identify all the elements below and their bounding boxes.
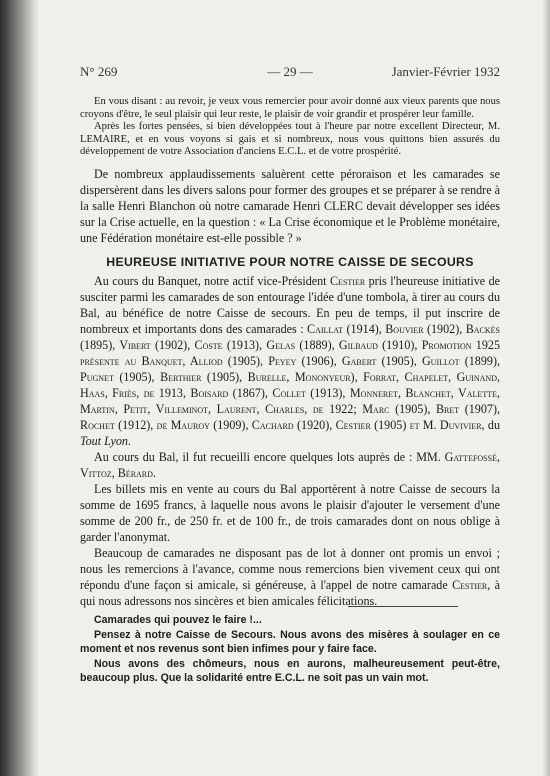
section-title: HEUREUSE INITIATIVE POUR NOTRE CAISSE DE SECOURS: [106, 254, 474, 269]
section-paragraph-4: Beaucoup de camarades ne disposant pas de lot à donner ont promis un envoi ; nous les remercions à l'avance, comme nous remercions bien vivement ceux qui ont répondu d'une façon si amicale, si généreuse, à l'appel de notre camarade Cestier, à qui nous adressons nos sincères et bien amicales félicitations.: [80, 545, 500, 608]
section-body: [80, 273, 500, 609]
narrative: [80, 166, 500, 246]
issue-date: Janvier-Février 1932: [391, 64, 500, 79]
donor-list: Gattefossé, Vittoz, Bérard: [80, 449, 500, 480]
appeal-line: Camarades qui pouvez le faire !...: [94, 613, 262, 626]
newspaper-title: Tout Lyon: [80, 433, 128, 448]
donor-list: Caillat (1914), Bouvier (1902), Backès (1895), Vibert (1902), Coste (1913), Gelas (1889), Gilbaud (1910), Promotion 1925 présente au Banquet, Alliod (1905), Peyey (1906), Gabert (1905), Guillot (1899), Pugnet (1905), Berthier (1905), Burelle, Mononyeur), Forrat, Chapelet, Guinand, Haas, Friès, de 1913, Boisard (1867), Collet (1913), Monneret, Blanchet, Valette, Martin, Petit, Villeminot, Laurent, Charles, de 1922; Marc (1905), Bret (1907), Rochet (1912), de Mauroy (1909), Cachard (1920), Cestier (1905) et M.: [80, 321, 500, 432]
speech-paragraph: Après les fortes pensées, si bien développées tout à l'heure par notre excellent Directeur, M. LEMAIRE, et en vous voyons si gais et si nombreux, nous vous quittons bien assurés du développement de votre Association d'anciens E.C.L. et de votre prospérité.: [80, 121, 500, 158]
appeal-line: Pensez à notre Caisse de Secours. Nous avons des misères à soulager en ce moment et nos revenus sont bien infimes pour y faire face.: [80, 628, 500, 656]
section-paragraph-3: Les billets mis en vente au cours du Bal apportèrent à notre Caisse de secours la somme de 1695 francs, à laquelle nous avons le plaisir d'ajouter le versement d'une somme de 200 fr., de 250 fr. et de 100 fr., de trois camarades dont on nous oblige à garder l'anonymat.: [80, 481, 500, 544]
section-paragraph-1: Au cours du Banquet, notre actif vice-Président Cestier pris l'heureuse initiative de susciter parmi les camarades de son entourage l'idée d'une tombola, à tirer au cours du Bal, au bénéfice de notre Caisse de secours. En peu de temps, il put inscrire de nombreux et importants dons des camarades : Caillat (1914), Bouvier (1902), Backès (1895), Vibert (1902), Coste (1913), Gelas (1889), Gilbaud (1910), Promotion 1925 présente au Banquet, Alliod (1905), Peyey (1906), Gabert (1905), Guillot (1899), Pugnet (1905), Berthier (1905), Burelle, Mononyeur), Forrat, Chapelet, Guinand, Haas, Friès, de 1913, Boisard (1867), Collet (1913), Monneret, Blanchet, Valette, Martin, Petit, Villeminot, Laurent, Charles, de 1922; Marc (1905), Bret (1907), Rochet (1912), de Mauroy (1909), Cachard (1920), Cestier (1905) et M. Duvivier, du Tout Lyon.: [80, 273, 501, 448]
page-edge-shadow: [542, 0, 550, 776]
closing-appeal: [80, 613, 500, 686]
person-name: Cestier: [329, 273, 366, 288]
page-content: [80, 64, 500, 686]
appeal-line: Nous avons des chômeurs, nous en aurons, malheureusement peut-être, beaucoup plus. Que la solidarité entre E.C.L. ne soit pas un vain mot.: [80, 657, 500, 685]
narrative-paragraph: De nombreux applaudissements saluèrent cette péroraison et les camarades se dispersèrent dans les divers salons pour former des groupes et se préparer à se rendre à la salle Henri Blanchon où notre camarade Henri CLERC devait développer ses idées sur la Crise actuelle, en la question : « La Crise économique et le Problème monétaire, une Fédération monétaire est-elle possible ? »: [80, 166, 500, 245]
person-name: Cestier: [452, 577, 488, 592]
speech-conclusion: [80, 96, 500, 159]
speech-paragraph: En vous disant : au revoir, je veux vous remercier pour avoir donné aux vieux parents que nous croyons d'être, le seul plaisir qui leur reste, le plaisir de voir grandir et prospérer leur famille.: [80, 96, 500, 120]
issue-number: N° 269: [80, 64, 118, 79]
page-number: — 29 —: [267, 64, 313, 79]
section-paragraph-2: Au cours du Bal, il fut recueilli encore quelques lots auprès de : MM. Gattefossé, Vittoz, Bérard.: [80, 449, 500, 480]
running-header: [80, 64, 500, 84]
person-name: Duvivier: [439, 417, 482, 432]
binding-gutter-shadow: [0, 0, 40, 776]
